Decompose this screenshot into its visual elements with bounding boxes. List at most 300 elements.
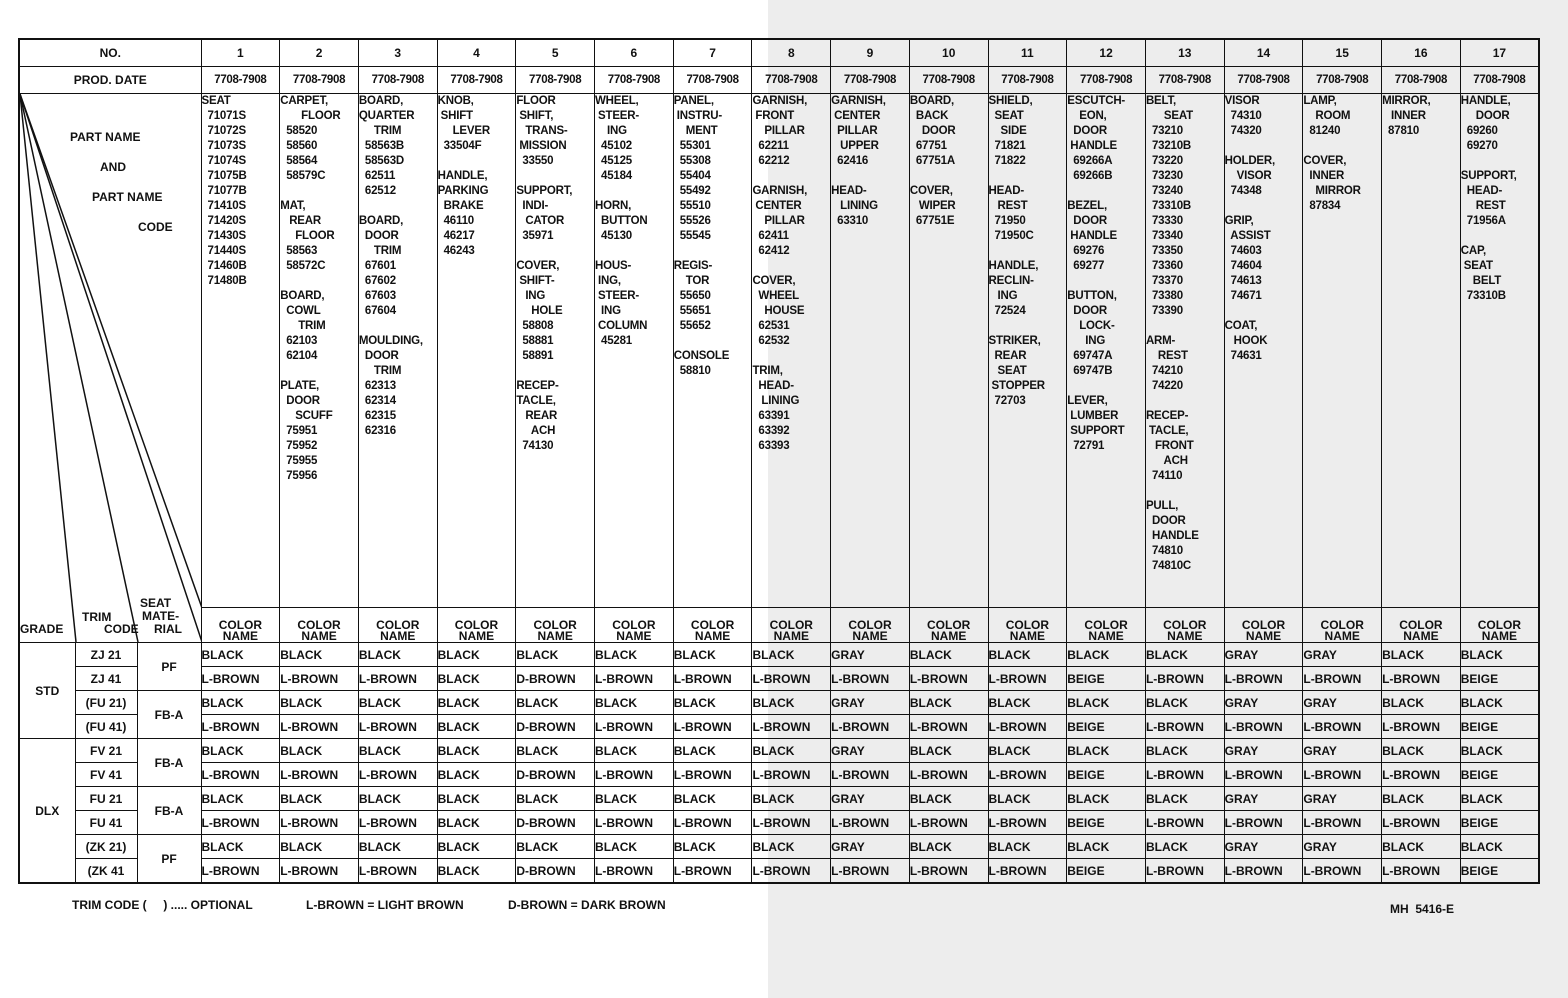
color-cell: BEIGE — [1067, 859, 1146, 884]
color-cell: L-BROWN — [1224, 859, 1303, 884]
color-cell: BEIGE — [1067, 667, 1146, 691]
color-cell: L-BROWN — [1382, 859, 1461, 884]
trim-code-cell: FU 41 — [75, 811, 137, 835]
color-cell: L-BROWN — [673, 667, 752, 691]
color-cell: BLACK — [437, 859, 516, 884]
color-cell: L-BROWN — [1382, 667, 1461, 691]
part-list: PANEL, INSTRU- MENT 55301 55308 55404 55492 55510 55526 55545 REGIS- TOR 55650 55651 55652 CONSOLE 58810 — [673, 95, 730, 377]
color-name-header: COLOR NAME — [752, 607, 831, 642]
color-cell: GRAY — [1303, 691, 1382, 715]
color-cell: L-BROWN — [673, 811, 752, 835]
trim-color-table — [18, 38, 1540, 884]
color-cell: GRAY — [831, 643, 910, 667]
color-cell: L-BROWN — [201, 811, 280, 835]
color-cell: L-BROWN — [909, 667, 988, 691]
color-cell: L-BROWN — [1224, 811, 1303, 835]
part-list-cell — [595, 94, 674, 608]
color-cell: D-BROWN — [516, 715, 595, 739]
part-list: BELT, SEAT 73210 73210B 73220 73230 73240 73310B 73330 73340 73350 73360 73370 73380 73390 ARM- REST 74210 74220 RECEP- TACLE, FRONT ACH 74110 PULL, DOOR HANDLE 74810 74810C — [1145, 95, 1199, 572]
part-list: ESCUTCH- EON, DOOR HANDLE 69266A 69266B BEZEL, DOOR HANDLE 69276 69277 BUTTON, DOOR LOCK- ING 69747A 69747B LEVER, LUMBER SUPPORT 72791 — [1067, 95, 1126, 452]
color-cell: L-BROWN — [673, 715, 752, 739]
color-cell: BLACK — [280, 643, 359, 667]
column-number: 1 — [201, 39, 280, 67]
color-cell: GRAY — [831, 691, 910, 715]
color-name-header: COLOR NAME — [1382, 607, 1461, 642]
color-cell: L-BROWN — [988, 811, 1067, 835]
color-cell: BLACK — [752, 643, 831, 667]
color-cell: L-BROWN — [1303, 667, 1382, 691]
color-cell: BLACK — [437, 787, 516, 811]
color-cell: BLACK — [1145, 643, 1224, 667]
column-number: 14 — [1224, 39, 1303, 67]
color-cell: BLACK — [280, 835, 359, 859]
color-cell: BLACK — [988, 691, 1067, 715]
color-cell: BLACK — [358, 787, 437, 811]
header-diagram — [20, 94, 201, 642]
prod-date-cell: 7708-7908 — [437, 67, 516, 94]
color-cell: L-BROWN — [595, 763, 674, 787]
color-cell: GRAY — [1303, 787, 1382, 811]
color-cell: L-BROWN — [1145, 811, 1224, 835]
prod-date-cell: 7708-7908 — [1067, 67, 1146, 94]
part-list-cell — [1145, 94, 1224, 608]
color-cell: L-BROWN — [358, 859, 437, 884]
part-list: SHIELD, SEAT SIDE 71821 71822 HEAD- REST 71950 71950C HANDLE, RECLIN- ING 72524 STRIKER, REAR SEAT STOPPER 72703 — [988, 95, 1045, 407]
part-list-cell — [358, 94, 437, 608]
color-cell: BLACK — [988, 835, 1067, 859]
color-cell: BLACK — [673, 643, 752, 667]
color-cell: BLACK — [358, 835, 437, 859]
color-cell: BLACK — [988, 739, 1067, 763]
color-cell: BLACK — [1145, 835, 1224, 859]
seat-material-cell: FB-A — [137, 691, 201, 739]
color-cell: BLACK — [673, 739, 752, 763]
color-cell: BLACK — [437, 691, 516, 715]
column-number: 16 — [1382, 39, 1461, 67]
color-cell: BLACK — [516, 835, 595, 859]
color-name-header: COLOR NAME — [988, 607, 1067, 642]
color-cell: L-BROWN — [280, 859, 359, 884]
color-cell: GRAY — [1303, 835, 1382, 859]
color-cell: BLACK — [1460, 643, 1539, 667]
column-number: 8 — [752, 39, 831, 67]
color-name-header: COLOR NAME — [1145, 607, 1224, 642]
color-cell: BLACK — [1460, 835, 1539, 859]
color-cell: BLACK — [1382, 643, 1461, 667]
color-cell: BEIGE — [1460, 715, 1539, 739]
color-cell: L-BROWN — [752, 763, 831, 787]
color-cell: L-BROWN — [201, 715, 280, 739]
color-cell: L-BROWN — [1382, 811, 1461, 835]
color-cell: BEIGE — [1460, 763, 1539, 787]
color-cell: BLACK — [595, 691, 674, 715]
color-cell: BLACK — [909, 643, 988, 667]
color-cell: BLACK — [1067, 739, 1146, 763]
prod-date-cell: 7708-7908 — [909, 67, 988, 94]
color-row — [19, 715, 1539, 739]
color-cell: BLACK — [673, 835, 752, 859]
part-name-label-2: PART NAME — [92, 190, 163, 204]
part-list: CARPET, FLOOR 58520 58560 58564 58579C MAT, REAR FLOOR 58563 58572C BOARD, COWL TRIM 62103 62104 PLATE, DOOR SCUFF 75951 75952 75955 75956 — [280, 95, 341, 482]
color-cell: BEIGE — [1460, 667, 1539, 691]
prod-date-cell: 7708-7908 — [1460, 67, 1539, 94]
color-cell: L-BROWN — [1224, 667, 1303, 691]
color-cell: L-BROWN — [201, 859, 280, 884]
part-list-cell — [280, 94, 359, 608]
color-cell: BLACK — [437, 643, 516, 667]
color-cell: BLACK — [1067, 643, 1146, 667]
color-cell: GRAY — [831, 787, 910, 811]
part-list: MIRROR, INNER 87810 — [1382, 95, 1431, 137]
color-cell: GRAY — [1224, 643, 1303, 667]
color-name-header: COLOR NAME — [201, 607, 280, 642]
prod-date-label: PROD. DATE — [19, 67, 201, 94]
part-list: FLOOR SHIFT, TRANS- MISSION 33550 SUPPORT, INDI- CATOR 35971 COVER, SHIFT- ING HOLE 58808 58881 58891 RECEP- TACLE, REAR ACH 74130 — [516, 95, 573, 452]
color-name-header: COLOR NAME — [831, 607, 910, 642]
header-diagram-cell — [19, 94, 201, 643]
and-label: AND — [100, 160, 126, 174]
color-name-header: COLOR NAME — [1224, 607, 1303, 642]
color-cell: BLACK — [752, 835, 831, 859]
prod-date-cell: 7708-7908 — [595, 67, 674, 94]
color-cell: L-BROWN — [1224, 715, 1303, 739]
prod-date-cell: 7708-7908 — [1382, 67, 1461, 94]
color-cell: L-BROWN — [988, 859, 1067, 884]
prod-date-cell: 7708-7908 — [516, 67, 595, 94]
color-cell: BLACK — [1145, 691, 1224, 715]
color-cell: BLACK — [201, 691, 280, 715]
prod-date-cell: 7708-7908 — [752, 67, 831, 94]
color-cell: BLACK — [358, 739, 437, 763]
color-cell: L-BROWN — [595, 667, 674, 691]
color-cell: L-BROWN — [831, 667, 910, 691]
part-list-cell — [988, 94, 1067, 608]
color-name-header: COLOR NAME — [1460, 607, 1539, 642]
trim-code-cell: ZJ 21 — [75, 643, 137, 667]
color-cell: L-BROWN — [831, 715, 910, 739]
color-cell: BLACK — [909, 739, 988, 763]
color-cell: BLACK — [1460, 691, 1539, 715]
color-cell: L-BROWN — [909, 715, 988, 739]
trim-code-cell: (FU 21) — [75, 691, 137, 715]
column-number: 13 — [1145, 39, 1224, 67]
color-cell: L-BROWN — [358, 715, 437, 739]
part-list-cell — [1382, 94, 1461, 608]
color-cell: L-BROWN — [595, 811, 674, 835]
color-cell: BEIGE — [1067, 715, 1146, 739]
part-list: VISOR 74310 74320 HOLDER, VISOR 74348 GRIP, ASSIST 74603 74604 74613 74671 COAT, HOOK 74631 — [1224, 95, 1276, 362]
color-cell: L-BROWN — [988, 667, 1067, 691]
color-cell: BEIGE — [1067, 763, 1146, 787]
color-cell: BLACK — [909, 835, 988, 859]
prod-date-cell: 7708-7908 — [831, 67, 910, 94]
color-cell: BLACK — [280, 787, 359, 811]
color-name-header: COLOR NAME — [1067, 607, 1146, 642]
color-name-header: COLOR NAME — [437, 607, 516, 642]
color-cell: BLACK — [1067, 835, 1146, 859]
color-name-header: COLOR NAME — [358, 607, 437, 642]
color-cell: L-BROWN — [201, 763, 280, 787]
color-cell: GRAY — [1303, 739, 1382, 763]
color-cell: BLACK — [280, 739, 359, 763]
color-cell: L-BROWN — [831, 811, 910, 835]
dbrown-note: D-BROWN = DARK BROWN — [508, 898, 666, 912]
color-cell: L-BROWN — [1145, 763, 1224, 787]
color-cell: L-BROWN — [358, 763, 437, 787]
color-cell: BLACK — [437, 739, 516, 763]
column-number: 4 — [437, 39, 516, 67]
lbrown-note: L-BROWN = LIGHT BROWN — [306, 898, 464, 912]
color-cell: L-BROWN — [909, 811, 988, 835]
color-row — [19, 787, 1539, 811]
color-cell: BLACK — [1382, 691, 1461, 715]
color-cell: BLACK — [752, 787, 831, 811]
trim-code-cell: FV 41 — [75, 763, 137, 787]
color-cell: D-BROWN — [516, 811, 595, 835]
color-row — [19, 811, 1539, 835]
color-cell: GRAY — [1303, 643, 1382, 667]
part-list-cell — [752, 94, 831, 608]
prod-date-cell: 7708-7908 — [201, 67, 280, 94]
part-list-cell — [201, 94, 280, 608]
color-row — [19, 835, 1539, 859]
color-cell: L-BROWN — [595, 859, 674, 884]
color-cell: L-BROWN — [280, 667, 359, 691]
color-cell: L-BROWN — [1382, 763, 1461, 787]
part-list: WHEEL, STEER- ING 45102 45125 45184 HORN, BUTTON 45130 HOUS- ING, STEER- ING COLUMN 45281 — [595, 95, 648, 347]
column-number: 2 — [280, 39, 359, 67]
seat-material-cell: FB-A — [137, 739, 201, 787]
color-cell: BLACK — [1145, 739, 1224, 763]
trim-code-label: CODE — [104, 622, 139, 636]
color-name-header: COLOR NAME — [280, 607, 359, 642]
color-cell: L-BROWN — [673, 763, 752, 787]
color-cell: L-BROWN — [1145, 859, 1224, 884]
part-list-cell — [1224, 94, 1303, 608]
no-label: NO. — [19, 39, 201, 67]
seat-material-cell: PF — [137, 835, 201, 884]
color-cell: BLACK — [516, 691, 595, 715]
prod-date-cell: 7708-7908 — [1224, 67, 1303, 94]
color-cell: BLACK — [595, 787, 674, 811]
color-cell: L-BROWN — [1303, 715, 1382, 739]
color-row — [19, 667, 1539, 691]
color-cell: L-BROWN — [831, 859, 910, 884]
part-name-row — [19, 94, 1539, 608]
rial-label: RIAL — [154, 622, 182, 636]
trim-code-cell: (ZK 41 — [75, 859, 137, 884]
color-cell: D-BROWN — [516, 859, 595, 884]
diagonal-divider-lines — [20, 94, 201, 642]
color-cell: L-BROWN — [1303, 811, 1382, 835]
prod-date-cell: 7708-7908 — [1145, 67, 1224, 94]
color-cell: BLACK — [1460, 739, 1539, 763]
color-cell: BLACK — [516, 787, 595, 811]
color-cell: BLACK — [595, 739, 674, 763]
color-cell: BLACK — [437, 811, 516, 835]
part-list: BOARD, QUARTER TRIM 58563B 58563D 62511 62512 BOARD, DOOR TRIM 67601 67602 67603 67604 MOULDING, DOOR TRIM 62313 62314 62315 62316 — [358, 95, 423, 437]
color-cell: BLACK — [516, 643, 595, 667]
color-cell: BLACK — [437, 715, 516, 739]
color-name-header: COLOR NAME — [909, 607, 988, 642]
trim-code-cell: (FU 41) — [75, 715, 137, 739]
color-cell: L-BROWN — [831, 763, 910, 787]
color-cell: BLACK — [595, 643, 674, 667]
color-cell: GRAY — [831, 835, 910, 859]
part-list: BOARD, BACK DOOR 67751 67751A COVER, WIPER 67751E — [909, 95, 956, 227]
color-cell: L-BROWN — [909, 763, 988, 787]
trim-code-cell: ZJ 41 — [75, 667, 137, 691]
color-cell: L-BROWN — [1303, 859, 1382, 884]
column-number: 10 — [909, 39, 988, 67]
color-cell: BLACK — [1382, 739, 1461, 763]
color-name-header-row — [19, 607, 1539, 642]
color-cell: BLACK — [1067, 787, 1146, 811]
column-number: 12 — [1067, 39, 1146, 67]
color-cell: L-BROWN — [1224, 763, 1303, 787]
color-cell: L-BROWN — [752, 715, 831, 739]
color-cell: GRAY — [1224, 739, 1303, 763]
color-name-header: COLOR NAME — [1303, 607, 1382, 642]
color-name-header: COLOR NAME — [516, 607, 595, 642]
color-cell: BLACK — [988, 787, 1067, 811]
color-cell: BLACK — [437, 667, 516, 691]
color-cell: GRAY — [1224, 787, 1303, 811]
column-number: 11 — [988, 39, 1067, 67]
column-number: 9 — [831, 39, 910, 67]
color-row — [19, 763, 1539, 787]
part-list-cell — [1460, 94, 1539, 608]
part-list-cell — [516, 94, 595, 608]
color-cell: L-BROWN — [1145, 667, 1224, 691]
trim-code-cell: FU 21 — [75, 787, 137, 811]
column-number: 15 — [1303, 39, 1382, 67]
color-row — [19, 739, 1539, 763]
prod-date-cell: 7708-7908 — [673, 67, 752, 94]
color-cell: BLACK — [909, 787, 988, 811]
color-cell: BEIGE — [1460, 859, 1539, 884]
document-id: MH 5416-E — [1390, 902, 1455, 916]
color-name-header: COLOR NAME — [673, 607, 752, 642]
color-cell: L-BROWN — [752, 811, 831, 835]
color-cell: BLACK — [988, 643, 1067, 667]
prod-date-cell: 7708-7908 — [280, 67, 359, 94]
color-cell: BLACK — [516, 739, 595, 763]
color-cell: L-BROWN — [752, 667, 831, 691]
color-cell: BLACK — [1382, 787, 1461, 811]
color-row — [19, 859, 1539, 884]
number-row — [19, 39, 1539, 67]
part-list: KNOB, SHIFT LEVER 33504F HANDLE, PARKING BRAKE 46110 46217 46243 — [437, 95, 490, 257]
column-number: 5 — [516, 39, 595, 67]
color-cell: BLACK — [201, 643, 280, 667]
color-cell: BLACK — [595, 835, 674, 859]
color-cell: L-BROWN — [752, 859, 831, 884]
color-name-header: COLOR NAME — [595, 607, 674, 642]
color-cell: BLACK — [358, 691, 437, 715]
part-name-label: PART NAME — [70, 130, 141, 144]
color-cell: D-BROWN — [516, 763, 595, 787]
color-cell: BLACK — [437, 763, 516, 787]
color-cell: D-BROWN — [516, 667, 595, 691]
color-cell: L-BROWN — [909, 859, 988, 884]
trim-label: TRIM — [82, 610, 112, 624]
column-number: 3 — [358, 39, 437, 67]
color-cell: L-BROWN — [988, 763, 1067, 787]
part-list-cell — [1303, 94, 1382, 608]
color-cell: BLACK — [201, 739, 280, 763]
color-cell: L-BROWN — [201, 667, 280, 691]
trim-code-cell: FV 21 — [75, 739, 137, 763]
part-list-cell — [831, 94, 910, 608]
color-cell: BLACK — [280, 691, 359, 715]
color-cell: BLACK — [1460, 787, 1539, 811]
color-cell: BEIGE — [1067, 811, 1146, 835]
divider-line — [20, 94, 201, 642]
part-list: GARNISH, CENTER PILLAR UPPER 62416 HEAD- LINING 63310 — [831, 95, 886, 227]
color-cell: BLACK — [1067, 691, 1146, 715]
part-list: HANDLE, DOOR 69260 69270 SUPPORT, HEAD- REST 71956A CAP, SEAT BELT 73310B — [1460, 95, 1517, 302]
grade-cell: STD — [19, 643, 75, 739]
color-cell: L-BROWN — [280, 811, 359, 835]
color-cell: BLACK — [752, 691, 831, 715]
part-list-cell — [437, 94, 516, 608]
part-list: LAMP, ROOM 81240 COVER, INNER MIRROR 87834 — [1303, 95, 1361, 212]
color-cell: L-BROWN — [358, 811, 437, 835]
material-label: MATE- — [142, 609, 180, 623]
color-cell: BLACK — [1382, 835, 1461, 859]
color-cell: BLACK — [437, 835, 516, 859]
color-cell: L-BROWN — [988, 715, 1067, 739]
color-cell: BLACK — [1145, 787, 1224, 811]
color-cell: L-BROWN — [1303, 763, 1382, 787]
divider-line — [20, 94, 141, 642]
part-list-cell — [673, 94, 752, 608]
color-cell: BLACK — [673, 787, 752, 811]
color-cell: L-BROWN — [595, 715, 674, 739]
part-list-cell — [1067, 94, 1146, 608]
color-cell: L-BROWN — [1382, 715, 1461, 739]
seat-material-cell: PF — [137, 643, 201, 691]
color-cell: GRAY — [1224, 835, 1303, 859]
code-label: CODE — [138, 220, 173, 234]
color-cell: L-BROWN — [280, 715, 359, 739]
prod-date-row — [19, 67, 1539, 94]
color-cell: BLACK — [909, 691, 988, 715]
color-cell: BLACK — [673, 691, 752, 715]
color-cell: BLACK — [752, 739, 831, 763]
color-cell: L-BROWN — [358, 667, 437, 691]
color-cell: GRAY — [1224, 691, 1303, 715]
color-cell: L-BROWN — [1145, 715, 1224, 739]
color-cell: BLACK — [201, 835, 280, 859]
prod-date-cell: 7708-7908 — [358, 67, 437, 94]
prod-date-cell: 7708-7908 — [988, 67, 1067, 94]
part-list-cell — [909, 94, 988, 608]
color-cell: BLACK — [201, 787, 280, 811]
color-row — [19, 643, 1539, 667]
trim-code-note: TRIM CODE ( ) ..... OPTIONAL — [72, 898, 253, 912]
color-row — [19, 691, 1539, 715]
seat-label: SEAT — [140, 596, 172, 610]
column-number: 7 — [673, 39, 752, 67]
seat-material-cell: FB-A — [137, 787, 201, 835]
color-cell: L-BROWN — [673, 859, 752, 884]
color-cell: L-BROWN — [280, 763, 359, 787]
color-cell: GRAY — [831, 739, 910, 763]
grade-cell: DLX — [19, 739, 75, 884]
color-cell: BLACK — [358, 643, 437, 667]
